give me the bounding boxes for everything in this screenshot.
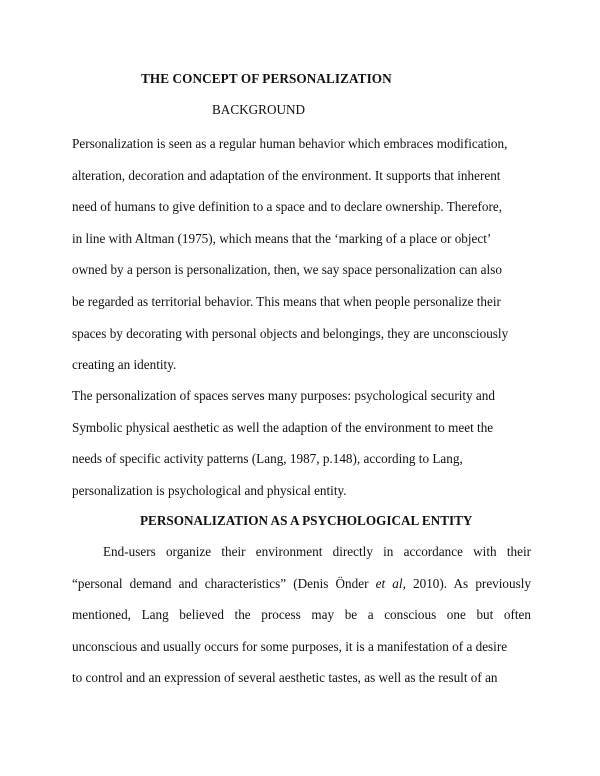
text-line: End-users organize their environment directly in accordance with their — [103, 544, 531, 559]
text-line: Symbolic physical aesthetic as well the adaption of the environment to meet the — [72, 419, 494, 435]
text-line: unconscious and usually occurs for some purposes, it is a manifestation of a desire — [72, 638, 508, 654]
paragraph-background — [72, 128, 531, 381]
text-line — [72, 568, 531, 600]
text-line: personalization is psychological and physical entity. — [72, 482, 347, 498]
section-heading-background: BACKGROUND — [212, 102, 306, 117]
text-line: in line with Altman (1975), which means that the ‘marking of a place or object’ — [72, 230, 492, 246]
text-line: be regarded as territorial behavior. This means that when people personalize their — [72, 293, 501, 309]
text-line: mentioned, Lang believed the process may be a conscious one but often — [72, 607, 531, 623]
text-line: needs of specific activity patterns (Lang, 1987, p.148), according to Lang, — [72, 451, 463, 467]
text-line: alteration, decoration and adaptation of the environment. It supports that inherent — [72, 167, 501, 183]
paragraph-purposes — [72, 380, 531, 506]
text-line: spaces by decorating with personal objects and belongings, they are unconsciously — [72, 325, 509, 341]
paragraph-psychological-entity — [72, 536, 531, 694]
section-heading-psychological-entity: PERSONALIZATION AS A PSYCHOLOGICAL ENTITY — [140, 513, 473, 528]
text-segment: , 2010). As previously — [402, 575, 532, 591]
text-line: creating an identity. — [72, 357, 177, 373]
text-line: The personalization of spaces serves many purposes: psychological security and — [72, 388, 495, 403]
italic-text: et al — [375, 575, 403, 591]
document-title: THE CONCEPT OF PERSONALIZATION — [141, 71, 392, 86]
text-segment: “personal demand and characteristics” (Denis Önder — [72, 575, 376, 591]
text-line: owned by a person is personalization, then, we say space personalization can also — [72, 262, 502, 278]
text-line: Personalization is seen as a regular human behavior which embraces modification, — [72, 136, 508, 151]
text-line: to control and an expression of several aesthetic tastes, as well as the result of an — [72, 670, 498, 686]
text-line: need of humans to give definition to a space and to declare ownership. Therefore, — [72, 199, 503, 215]
